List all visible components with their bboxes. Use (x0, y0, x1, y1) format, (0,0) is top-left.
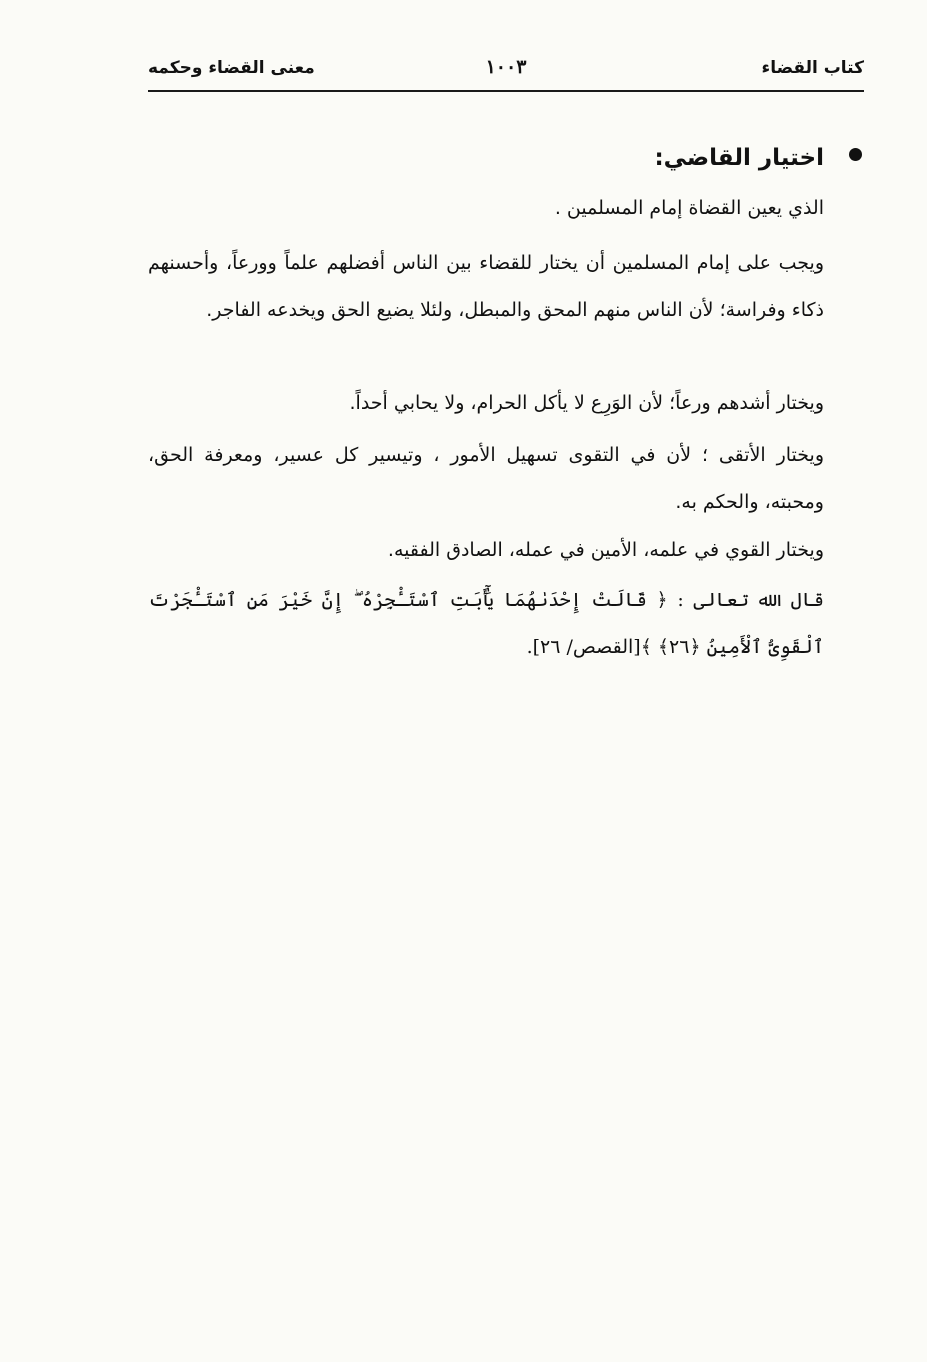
paragraph-1: الذي يعين القضاة إمام المسلمين . (554, 197, 824, 219)
paragraph-5: ويختار القوي في علمه، الأمين في عمله، الصادق الفقيه. (387, 539, 824, 561)
paragraph-3: ويختار أشدهم ورعاً؛ لأن الوَرِع لا يأكل الحرام، ولا يحابي أحداً. (349, 392, 824, 414)
heading-text: اختيار القاضي: (654, 144, 824, 171)
section-heading (654, 135, 824, 181)
section-title: معنى القضاء وحكمه (148, 58, 315, 78)
page-number: ١٠٠٣ (485, 56, 527, 78)
bullet-icon (849, 148, 862, 161)
page-header (148, 56, 864, 92)
quran-quote: قال الله تعالى : ﴿ قَالَتْ إِحْدَىٰهُمَا يَٰٓأَبَتِ ٱسْتَـْٔجِرْهُ ۖ إِنَّ خَيْرَ مَنِ ٱسْتَـْٔجَرْتَ ٱلْقَوِىُّ ٱلْأَمِينُ ﴿٢٦﴾ ﴾[القصص/ ٢٦]. (148, 589, 824, 658)
paragraph-2: ويجب على إمام المسلمين أن يختار للقضاء بين الناس أفضلهم علماً وورعاً، وأحسنهم ذكاء وفراسة؛ لأن الناس منهم المحق والمبطل، ولئلا يضيع الحق ويخدعه الفاجر. (148, 252, 824, 321)
paragraph-4: ويختار الأتقى ؛ لأن في التقوى تسهيل الأمور ، وتيسير كل عسير، ومعرفة الحق، ومحبته، والحكم به. (148, 444, 824, 513)
book-title: كتاب القضاء (761, 58, 864, 78)
